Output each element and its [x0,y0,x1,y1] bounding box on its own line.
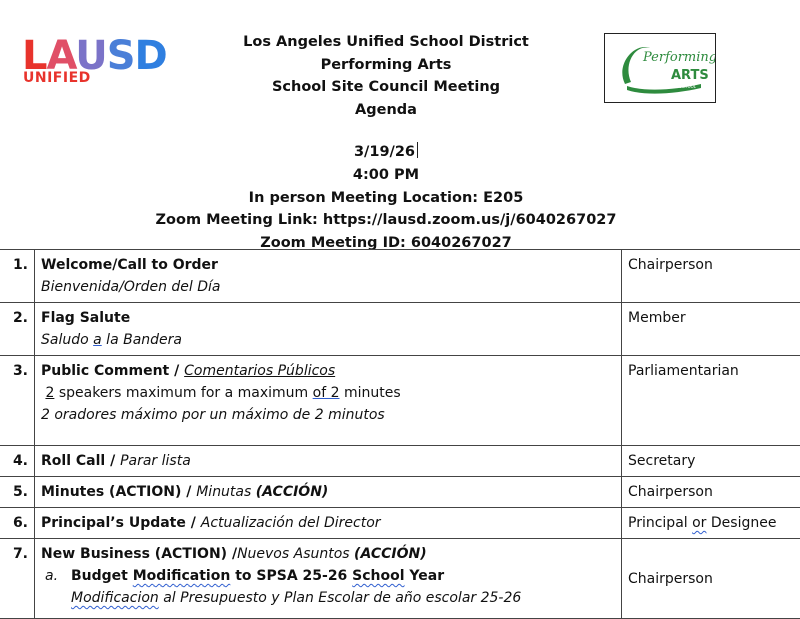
agenda-row-2 [0,303,800,356]
item-title: Principal’s Update [41,515,186,531]
zoom-id: Zoom Meeting ID: 6040267027 [200,232,572,255]
agenda-row-3 [0,356,800,446]
agenda-row-4 [0,446,800,477]
item-number: 2. [0,303,35,356]
performing-arts-logo [604,33,716,103]
agenda-row-7 [0,539,800,619]
agenda-item-cell [35,250,622,303]
school-name: Performing Arts [200,54,572,77]
item-spanish: Comentarios Públicos [184,363,335,379]
item-detail-spanish: 2 oradores máximo por un máximo de 2 minutos [41,404,615,426]
agenda-item-cell: Principal’s Update / Actualización del Director [35,508,622,539]
item-presenter: Member [622,303,800,356]
item-title: Minutes (ACTION) [41,484,181,500]
meeting-date: 3/19/26 [354,141,415,164]
agenda-row-1 [0,250,800,303]
item-spanish: Minutas [196,484,256,500]
item-title: Flag Salute [41,307,615,329]
item-presenter: Parliamentarian [622,356,800,446]
agenda-item-cell [35,303,622,356]
item-title: Welcome/Call to Order [41,254,615,276]
item-spanish: Parar lista [120,453,191,469]
agenda-item-cell: Roll Call / Parar lista [35,446,622,477]
lausd-logo-unified: UNIFIED [23,70,91,86]
sub-item-title: a. Budget Modification to SPSA 25-26 School Year [41,565,615,587]
meeting-location: In person Meeting Location: E205 [200,187,572,210]
lausd-logo [22,36,182,88]
item-title: Roll Call [41,453,105,469]
item-spanish: Saludo a la Bandera [41,329,615,351]
agenda-item-cell [35,356,622,446]
item-title-line: Public Comment / Comentarios Públicos [41,360,615,382]
item-spanish: Actualización del Director [201,515,381,531]
item-presenter: Chairperson [622,250,800,303]
page-title: Agenda [200,99,572,122]
sub-item-spanish: Modificacion al Presupuesto y Plan Escolar de año escolar 25-26 [41,587,615,609]
item-number: 5. [0,477,35,508]
agenda-table [0,249,800,619]
district-name: Los Angeles Unified School District [200,31,572,54]
item-number: 7. [0,539,35,619]
agenda-row-5 [0,477,800,508]
performing-arts-logo-sub: COMMUNITY SCHOOL [653,84,697,89]
performing-arts-logo-main: Performing [642,50,715,65]
item-spanish: Nuevos Asuntos [237,546,354,562]
item-title-line: New Business (ACTION) /Nuevos Asuntos (ACCIÓN) [41,543,615,565]
item-presenter: Chairperson [622,477,800,508]
meeting-time: 4:00 PM [200,164,572,187]
item-spanish: Bienvenida/Orden del Día [41,276,615,298]
item-title: Public Comment [41,363,169,379]
meeting-name: School Site Council Meeting [200,76,572,99]
agenda-item-cell [35,539,622,619]
item-number: 1. [0,250,35,303]
item-title: New Business (ACTION) / [41,546,237,562]
agenda-row-6 [0,508,800,539]
item-detail-english: 2 speakers maximum for a maximum of 2 minutes [41,382,615,404]
item-number: 4. [0,446,35,477]
performing-arts-logo-graphic [605,34,715,102]
lausd-logo-wordmark: LAUSD [22,36,167,76]
item-number: 3. [0,356,35,446]
performing-arts-logo-arts: ARTS [671,68,709,83]
item-presenter: Secretary [622,446,800,477]
agenda-header [200,31,572,254]
item-presenter: Chairperson [622,539,800,619]
item-presenter: Principal or Designee [622,508,800,539]
agenda-item-cell: Minutes (ACTION) / Minutas (ACCIÓN) [35,477,622,508]
zoom-link[interactable]: Zoom Meeting Link: https://lausd.zoom.us/j/6040267027 [140,209,632,232]
text-cursor [417,142,418,158]
item-number: 6. [0,508,35,539]
